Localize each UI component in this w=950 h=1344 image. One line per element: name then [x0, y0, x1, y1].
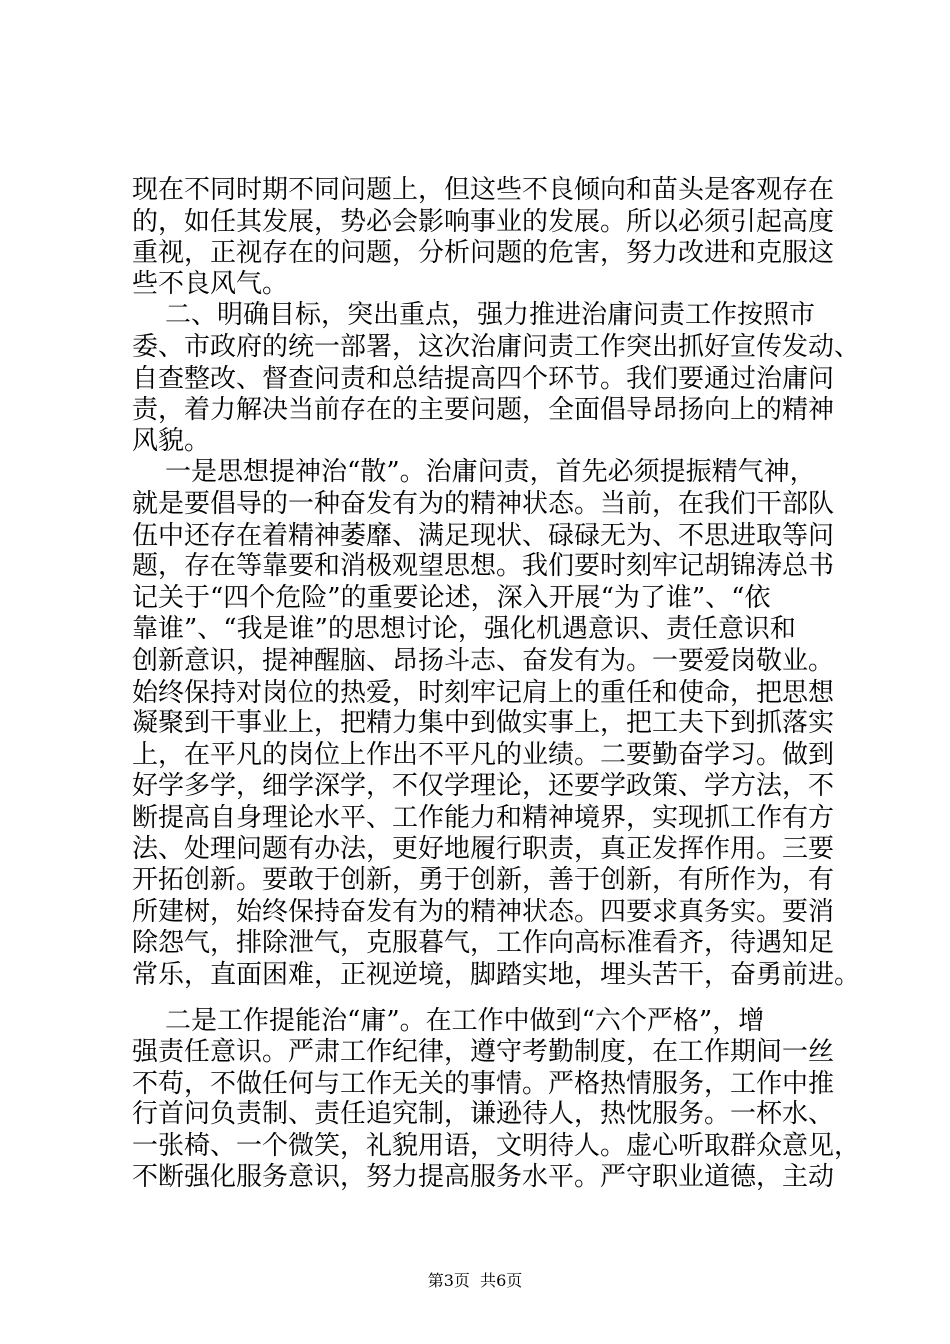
text-line: 靠谁”、“我是谁”的思想讨论，强化机遇意识、责任意识和	[132, 614, 796, 644]
text-line: 除怨气，排除泄气，克服暮气，工作向高标准看齐，待遇知足	[132, 928, 835, 958]
text-line: 委、市政府的统一部署，这次治庸问责工作突出抓好宣传发动、	[132, 332, 861, 362]
page-footer: 第3页 共6页	[427, 1271, 523, 1290]
text-line: 一是思想提神治“散”。治庸问责，首先必须提振精气神，	[132, 457, 816, 487]
text-line: 风貌。	[132, 426, 211, 456]
text-line: 二是工作提能治“庸”。在工作中做到“六个严格”，增	[132, 1006, 765, 1036]
text-line: 不苟，不做任何与工作无关的事情。严格热情服务，工作中推	[132, 1069, 835, 1099]
text-line: 所建树，始终保持奋发有为的精神状态。四要求真务实。要消	[132, 897, 835, 927]
text-line: 自查整改、督查问责和总结提高四个环节。我们要通过治庸问	[132, 364, 835, 394]
text-line: 记关于“四个危险”的重要论述，深入开展“为了谁”、“依	[132, 583, 771, 613]
text-line: 断提高自身理论水平、工作能力和精神境界，实现抓工作有方	[132, 803, 835, 833]
text-line: 行首问负责制、责任追究制，谦逊待人，热忱服务。一杯水、	[132, 1099, 835, 1129]
text-line: 重视，正视存在的问题，分析问题的危害，努力改进和克服这	[132, 238, 835, 268]
text-line: 始终保持对岗位的热爱，时刻牢记肩上的重任和使命，把思想	[132, 678, 835, 708]
text-line: 好学多学，细学深学，不仅学理论，还要学政策、学方法，不	[132, 771, 835, 801]
text-line: 上，在平凡的岗位上作出不平凡的业绩。二要勤奋学习。做到	[132, 740, 835, 770]
text-line: 不断强化服务意识，努力提高服务水平。严守职业道德，主动	[132, 1162, 835, 1192]
text-line: 强责任意识。严肃工作纪律，遵守考勤制度，在工作期间一丝	[132, 1037, 835, 1067]
text-line: 题，存在等靠要和消极观望思想。我们要时刻牢记胡锦涛总书	[132, 551, 835, 581]
text-line: 一张椅、一个微笑，礼貌用语，文明待人。虚心听取群众意见，	[132, 1131, 861, 1161]
text-line: 伍中还存在着精神萎靡、满足现状、碌碌无为、不思进取等问	[132, 521, 835, 551]
text-line: 凝聚到干事业上，把精力集中到做实事上，把工夫下到抓落实	[132, 708, 835, 738]
text-line: 常乐，直面困难，正视逆境，脚踏实地，埋头苦干，奋勇前进。	[132, 960, 861, 990]
text-line: 二、明确目标，突出重点，强力推进治庸问责工作按照市	[132, 300, 816, 330]
text-line: 法、处理问题有办法，更好地履行职责，真正发挥作用。三要	[132, 834, 835, 864]
text-line: 开拓创新。要敢于创新，勇于创新，善于创新，有所作为，有	[132, 865, 835, 895]
text-line: 就是要倡导的一种奋发有为的精神状态。当前，在我们干部队	[132, 489, 835, 519]
text-line: 些不良风气。	[132, 269, 289, 299]
text-line: 的，如任其发展，势必会影响事业的发展。所以必须引起高度	[132, 207, 835, 237]
text-line: 责，着力解决当前存在的主要问题，全面倡导昂扬向上的精神	[132, 395, 835, 425]
text-line: 现在不同时期不同问题上，但这些不良倾向和苗头是客观存在	[132, 175, 835, 205]
text-line: 创新意识，提神醒脑、昂扬斗志、奋发有为。一要爱岗敬业。	[132, 646, 835, 676]
